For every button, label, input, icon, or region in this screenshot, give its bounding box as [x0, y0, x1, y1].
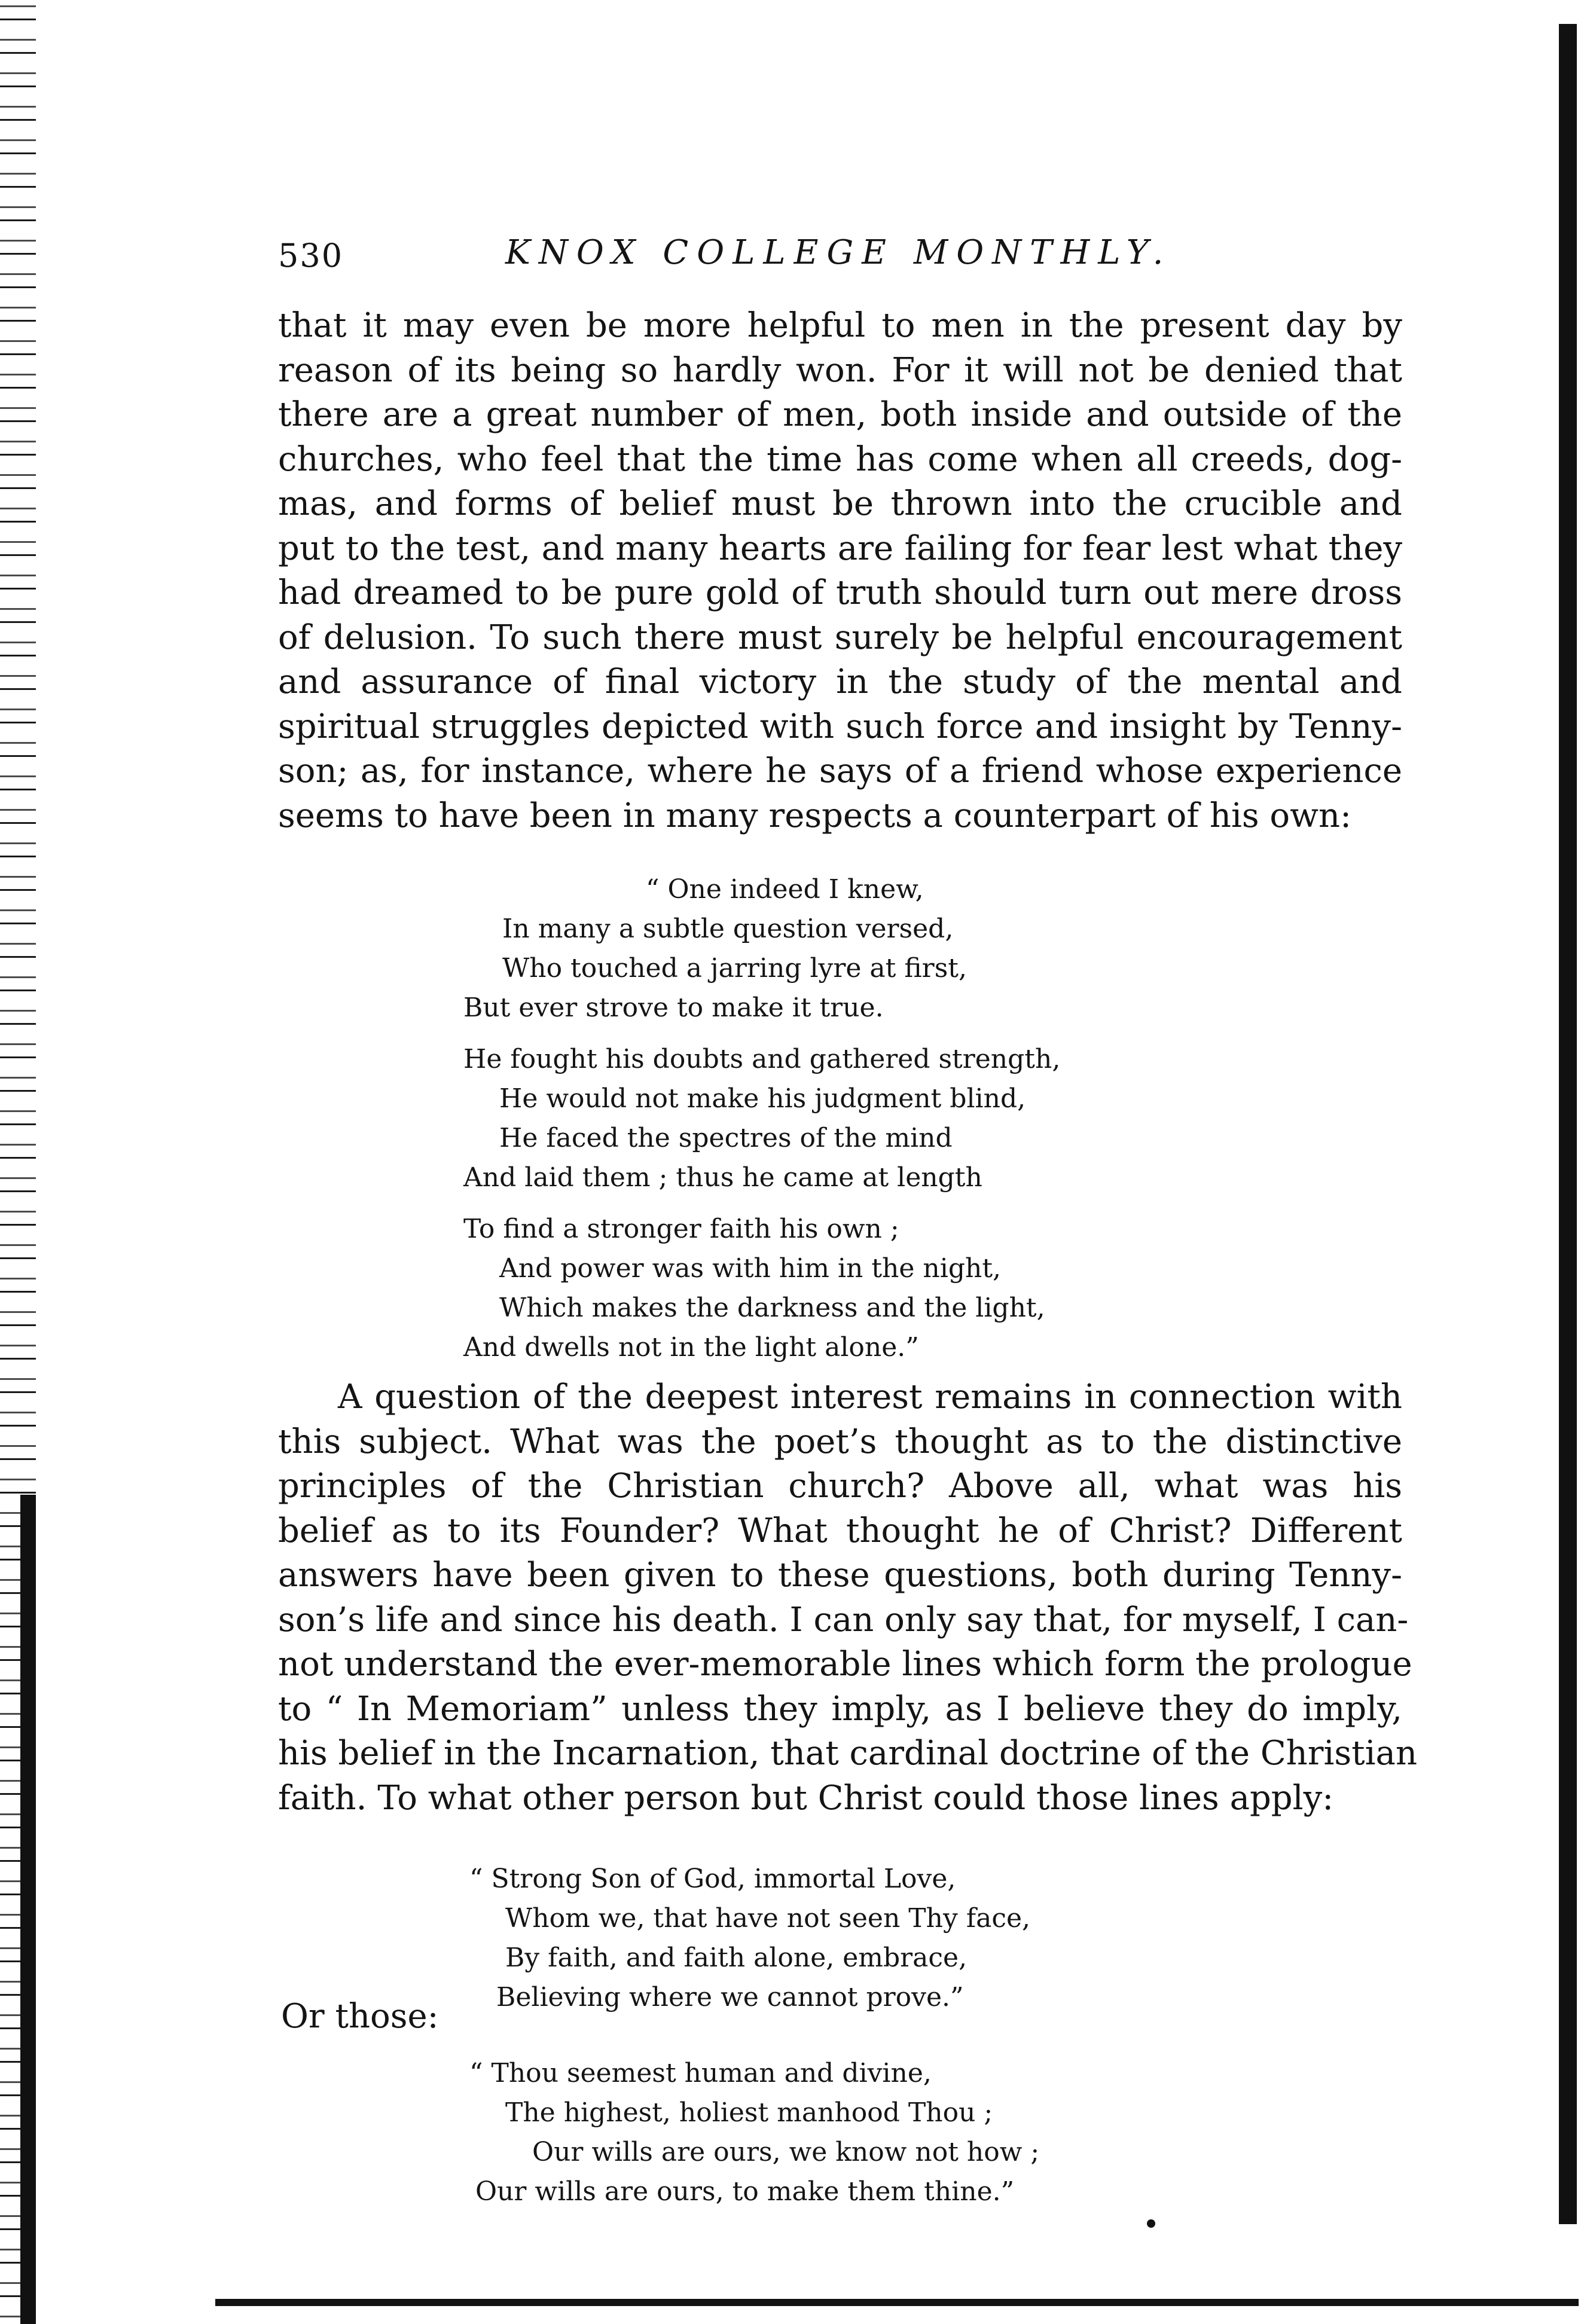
- paragraph-1-line: reason of its being so hardly won. For it will not be denied that: [278, 350, 1402, 390]
- paragraph-2-line: faith. To what other person but Christ could those lines apply:: [278, 1778, 1334, 1818]
- verse-line: Believing where we cannot prove.”: [496, 1982, 964, 2012]
- or-those: Or those:: [281, 1997, 439, 2036]
- verse-line: In many a subtle question versed,: [502, 914, 954, 944]
- verse-line: “ Strong Son of God, immortal Love,: [469, 1864, 956, 1894]
- paragraph-1-line: churches, who feel that the time has come when all creeds, dog-: [278, 439, 1402, 479]
- verse-line: Our wills are ours, we know not how ;: [532, 2137, 1040, 2167]
- right-scan-edge: [1559, 24, 1577, 2224]
- verse-line: But ever strove to make it true.: [463, 992, 884, 1023]
- verse-line: Whom we, that have not seen Thy face,: [505, 1903, 1031, 1934]
- verse-line: Who touched a jarring lyre at first,: [502, 953, 967, 984]
- paragraph-2-line: belief as to its Founder? What thought he of Christ? Different: [278, 1511, 1402, 1550]
- verse-line: “ One indeed I knew,: [646, 874, 924, 905]
- verse-line: “ Thou seemest human and divine,: [469, 2058, 932, 2088]
- ink-speck: [1147, 2219, 1155, 2228]
- paragraph-1-line: spiritual struggles depicted with such force and insight by Tenny-: [278, 707, 1402, 746]
- running-head: [278, 233, 1414, 287]
- paragraph-2: [278, 1375, 1418, 1821]
- paragraph-1-line: there are a great number of men, both inside and outside of the: [278, 395, 1402, 434]
- paragraph-1-line: seems to have been in many respects a counterpart of his own:: [278, 796, 1351, 835]
- verse-line: The highest, holiest manhood Thou ;: [505, 2097, 993, 2128]
- verse-line: Our wills are ours, to make them thine.”: [475, 2176, 1015, 2207]
- left-scan-edge: [0, 0, 36, 2324]
- paragraph-1-line: son; as, for instance, where he says of a friend whose experience: [278, 752, 1402, 790]
- verse-line: Which makes the darkness and the light,: [499, 1293, 1045, 1323]
- verse-line: And dwells not in the light alone.”: [463, 1332, 919, 1363]
- running-title: KNOX COLLEGE MONTHLY.: [505, 233, 1172, 272]
- verse-line: To find a stronger faith his own ;: [463, 1214, 899, 1244]
- verse-line: And laid them ; thus he came at length: [463, 1162, 982, 1193]
- paragraph-2-line: this subject. What was the poet’s thought as to the distinctive: [278, 1422, 1402, 1461]
- verse-line: He would not make his judgment blind,: [499, 1083, 1026, 1114]
- paragraph-2-line: A question of the deepest interest remains in connection with: [338, 1378, 1402, 1416]
- paragraph-1-line: had dreamed to be pure gold of truth should turn out mere dross: [278, 573, 1402, 612]
- paragraph-1-line: of delusion. To such there must surely be helpful encouragement: [278, 618, 1402, 657]
- paragraph-2-line: to “ In Memoriam” unless they imply, as I believe they do imply,: [278, 1689, 1402, 1729]
- paragraph-2-line: answers have been given to these questions, both during Tenny-: [278, 1556, 1402, 1595]
- paragraph-2-line: principles of the Christian church? Above all, what was his: [278, 1467, 1402, 1505]
- verse-line: And power was with him in the night,: [499, 1253, 1001, 1284]
- verse-line: He fought his doubts and gathered strength,: [463, 1044, 1061, 1074]
- verse-3: [469, 2054, 1039, 2212]
- page-number: 530: [278, 237, 344, 274]
- paragraph-1-line: put to the test, and many hearts are failing for fear lest what they: [278, 529, 1402, 568]
- paragraph-1: [278, 304, 1402, 838]
- verse-2: [469, 1859, 1030, 2017]
- verse-line: He faced the spectres of the mind: [499, 1123, 953, 1153]
- paragraph-1-line: that it may even be more helpful to men in the present day by: [278, 306, 1402, 345]
- paragraph-1-line: mas, and forms of belief must be thrown into the crucible and: [278, 484, 1402, 523]
- paragraph-2-line: son’s life and since his death. I can only say that, for myself, I can-: [278, 1600, 1409, 1639]
- bottom-scan-edge: [215, 2299, 1579, 2306]
- paragraph-1-line: and assurance of final victory in the study of the mental and: [278, 662, 1402, 701]
- paragraph-2-line: not understand the ever-memorable lines which form the prologue: [278, 1645, 1412, 1684]
- verse-1: [463, 870, 1060, 1367]
- paragraph-2-line: his belief in the Incarnation, that cardinal doctrine of the Christian: [278, 1734, 1418, 1773]
- verse-line: By faith, and faith alone, embrace,: [505, 1943, 968, 1973]
